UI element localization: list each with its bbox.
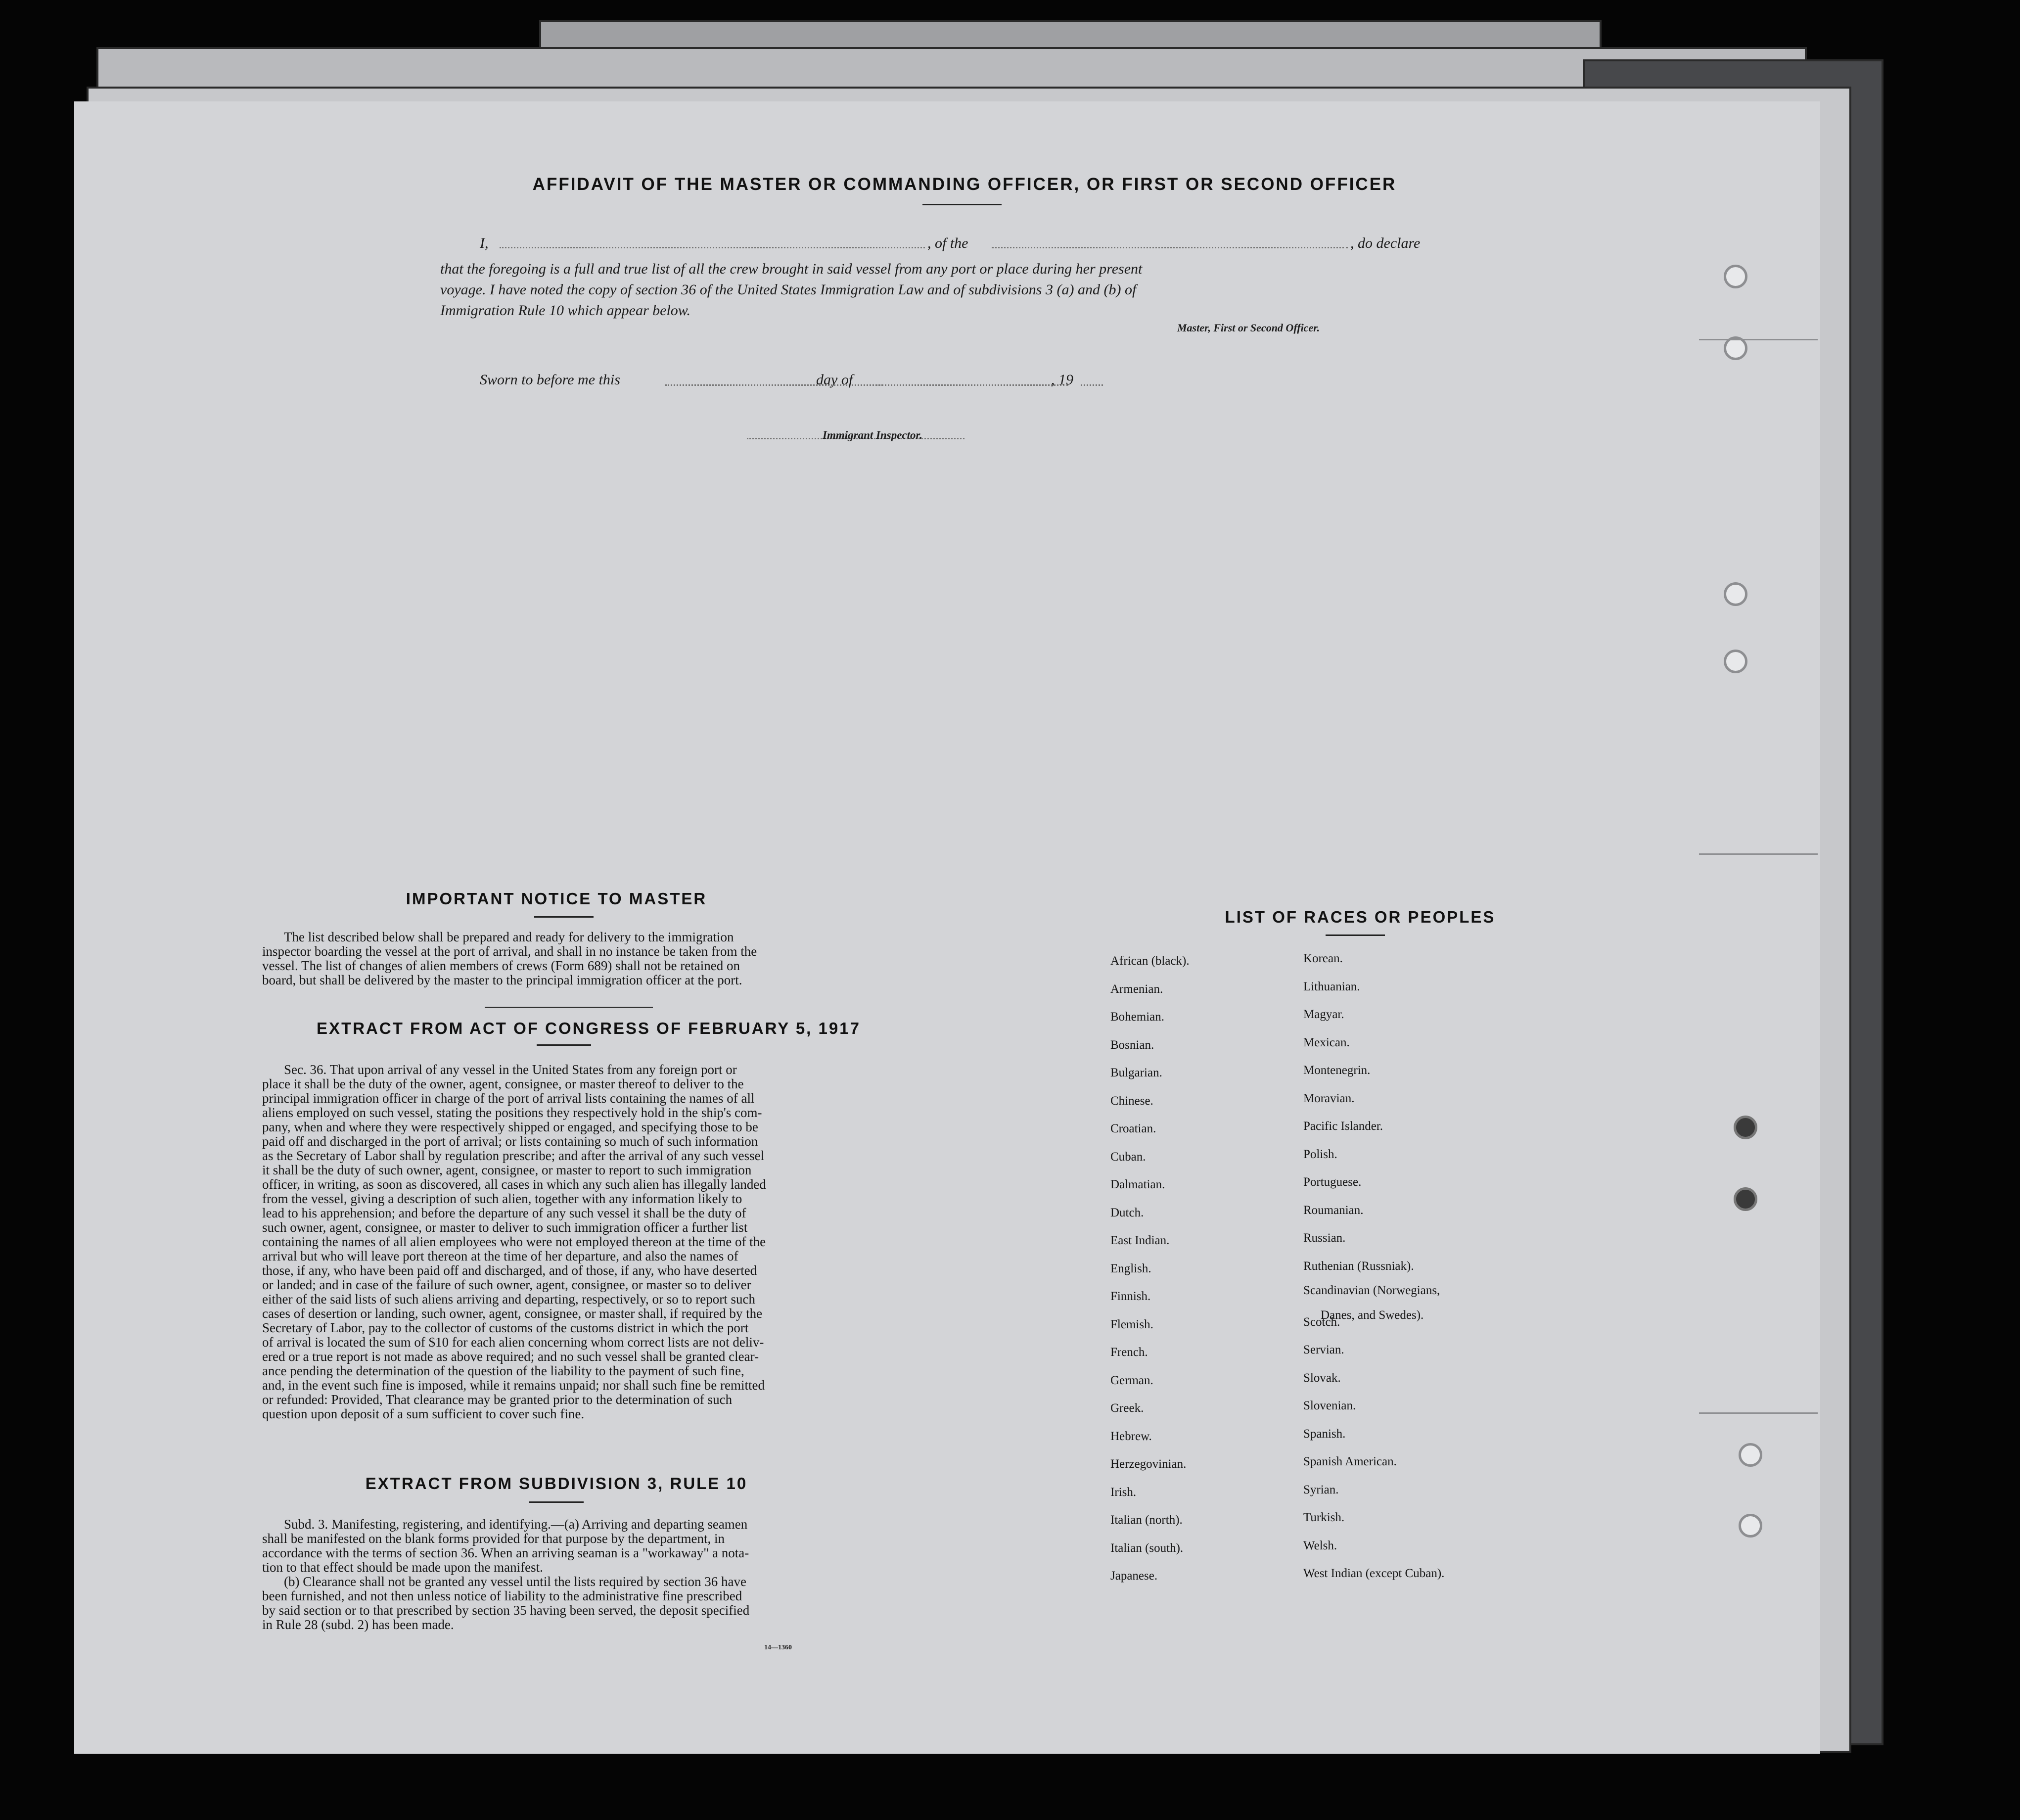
statement-line-1: that the foregoing is a full and true list of all the crew brought in said vessel from any port or place during her present — [440, 261, 1143, 277]
race-item: Lithuanian. — [1303, 980, 1360, 993]
race-item: Portuguese. — [1303, 1175, 1362, 1189]
act-line: arrival but who will leave port thereon at the time of her departure, and also the names of — [262, 1249, 738, 1263]
act-line: place it shall be the duty of the owner, agent, consignee, or master thereof to deliver to the — [262, 1076, 744, 1091]
sworn-label: Sworn to before me this — [480, 372, 620, 388]
notice-line: vessel. The list of changes of alien members of crews (Form 689) shall not be retained on — [262, 958, 740, 973]
race-item: Russian. — [1303, 1231, 1346, 1245]
binder-hole-icon — [1724, 650, 1747, 673]
sworn-year-field[interactable] — [1081, 384, 1103, 386]
act-line: either of the said lists of such aliens arriving and departing, respectively, or so to report such — [262, 1292, 755, 1307]
notice-separator — [485, 1007, 653, 1008]
act-extract-text — [262, 1063, 935, 1421]
act-line: aliens employed on such vessel, stating the positions they respectively hold in the ship's com- — [262, 1105, 762, 1120]
sworn-month-field[interactable] — [875, 384, 1068, 386]
act-line: such owner, agent, consignee, or master to deliver to such immigration officer a further list — [262, 1220, 748, 1235]
race-item: Roumanian. — [1303, 1203, 1364, 1217]
of-the-label: , of the — [927, 235, 968, 251]
rule-line: shall be manifested on the blank forms provided for that purpose by the department, in — [262, 1531, 725, 1546]
races-right-column — [1303, 945, 1580, 1588]
binder-hole-icon — [1739, 1443, 1762, 1467]
act-line: principal immigration officer in charge of the port of arrival lists containing the names of all — [262, 1091, 755, 1106]
act-line: it shall be the duty of such owner, agent, consignee, or master to report to such immigration — [262, 1163, 752, 1177]
race-item: Bosnian. — [1110, 1038, 1154, 1052]
act-line: containing the names of all alien employees who were not employed thereon at the time of the — [262, 1234, 766, 1249]
i-label: I, — [480, 235, 489, 251]
race-item: Spanish. — [1303, 1427, 1346, 1441]
rule-line: tion to that effect should be made upon the manifest. — [262, 1560, 543, 1575]
act-line: Sec. 36. That upon arrival of any vessel in the United States from any foreign port or — [284, 1062, 737, 1077]
vessel-name-field[interactable] — [992, 247, 1348, 248]
race-item: English. — [1110, 1261, 1151, 1275]
act-line: question upon deposit of a sum sufficient to cover such fine. — [262, 1406, 585, 1421]
officer-name-field[interactable] — [500, 247, 925, 248]
rule-line: by said section or to that prescribed by section 35 having been served, the deposit specified — [262, 1603, 750, 1618]
races-title-rule — [1326, 934, 1385, 936]
race-item: Chinese. — [1110, 1094, 1153, 1108]
notice-line: inspector boarding the vessel at the port of arrival, and shall in no instance be taken from the — [262, 944, 757, 959]
race-item: Turkish. — [1303, 1511, 1345, 1524]
race-item: Montenegrin. — [1303, 1064, 1371, 1077]
margin-rule — [1699, 1412, 1818, 1414]
binder-hole-icon — [1724, 582, 1747, 606]
margin-rule — [1699, 339, 1818, 340]
race-item: Korean. — [1303, 952, 1343, 965]
race-item: Herzegovinian. — [1110, 1457, 1187, 1471]
race-item: West Indian (except Cuban). — [1303, 1567, 1445, 1580]
act-extract-title: EXTRACT FROM ACT OF CONGRESS OF FEBRUARY 5, 1917 — [317, 1019, 861, 1037]
signature-caption: Master, First or Second Officer. — [1177, 322, 1320, 334]
year-label: , 19 — [1051, 372, 1073, 388]
race-item: Welsh. — [1303, 1539, 1337, 1552]
act-line: ered or a true report is not made as above required; and no such vessel shall be granted clear- — [262, 1349, 759, 1364]
race-item: Syrian. — [1303, 1483, 1339, 1496]
race-item: Polish. — [1303, 1147, 1337, 1161]
rule-line: in Rule 28 (subd. 2) has been made. — [262, 1617, 454, 1632]
race-item-continuation: Danes, and Swedes). — [1321, 1308, 1424, 1322]
race-item: Scandinavian (Norwegians, — [1303, 1284, 1440, 1297]
notice-text — [262, 930, 935, 987]
margin-rule — [1699, 853, 1818, 855]
notice-title-rule — [534, 916, 594, 918]
race-item: Dutch. — [1110, 1206, 1144, 1219]
binder-hole-icon — [1734, 1187, 1757, 1211]
race-item: Mexican. — [1303, 1035, 1350, 1049]
race-item: Italian (north). — [1110, 1513, 1183, 1527]
race-item: Ruthenian (Russniak). — [1303, 1259, 1414, 1273]
race-item: Servian. — [1303, 1343, 1344, 1356]
binder-hole-icon — [1724, 265, 1747, 288]
do-declare-label: , do declare — [1350, 235, 1421, 251]
race-item: Magyar. — [1303, 1008, 1344, 1021]
act-line: Secretary of Labor, pay to the collector of customs of the customs district in which the port — [262, 1320, 749, 1335]
inspector-caption: Immigrant Inspector. — [823, 429, 922, 441]
race-item: Scotch. — [1303, 1315, 1340, 1329]
rule-line: Subd. 3. Manifesting, registering, and identifying.—(a) Arriving and departing seamen — [284, 1517, 748, 1532]
affidavit-title: AFFIDAVIT OF THE MASTER OR COMMANDING OFFICER, OR FIRST OR SECOND OFFICER — [532, 175, 1397, 194]
race-item: Slovenian. — [1303, 1399, 1356, 1412]
race-item: African (black). — [1110, 954, 1190, 968]
form-number: 14—1360 — [764, 1644, 792, 1651]
race-item: Armenian. — [1110, 982, 1163, 996]
races-title: LIST OF RACES OR PEOPLES — [1225, 908, 1496, 926]
affidavit-title-rule — [922, 204, 1002, 205]
notice-line: board, but shall be delivered by the master to the principal immigration officer at the port. — [262, 973, 742, 987]
binder-hole-icon — [1739, 1514, 1762, 1538]
race-item: Italian (south). — [1110, 1541, 1184, 1555]
act-line: as the Secretary of Labor shall by regulation prescribe; and after the arrival of any such vessel — [262, 1148, 765, 1163]
binder-hole-icon — [1734, 1116, 1757, 1139]
rule-extract-text — [262, 1517, 935, 1632]
race-item: Flemish. — [1110, 1317, 1153, 1331]
statement-line-2: voyage. I have noted the copy of section 36 of the United States Immigration Law and of subdivisions 3 (a) and (b) of — [440, 281, 1137, 298]
race-item: Bohemian. — [1110, 1010, 1165, 1024]
rule-line: accordance with the terms of section 36. When an arriving seaman is a "workaway" a nota- — [262, 1545, 749, 1560]
rule-line: been furnished, and not then unless notice of liability to the administrative fine prescribed — [262, 1588, 742, 1603]
rule-line: (b) Clearance shall not be granted any vessel until the lists required by section 36 have — [284, 1574, 746, 1589]
race-item: Spanish American. — [1303, 1455, 1397, 1468]
race-item: Slovak. — [1303, 1371, 1341, 1385]
race-item: Greek. — [1110, 1401, 1144, 1415]
notice-title: IMPORTANT NOTICE TO MASTER — [406, 889, 707, 908]
race-item: Croatian. — [1110, 1122, 1156, 1135]
act-line: from the vessel, giving a description of such alien, together with any information likely to — [262, 1191, 742, 1206]
race-item: Cuban. — [1110, 1150, 1146, 1164]
notice-line: The list described below shall be prepared and ready for delivery to the immigration — [284, 930, 734, 944]
race-item: German. — [1110, 1373, 1153, 1387]
race-item: Moravian. — [1303, 1091, 1355, 1105]
race-item: Japanese. — [1110, 1569, 1158, 1583]
act-line: and, in the event such fine is imposed, while it remains unpaid; nor shall such fine be remitted — [262, 1378, 765, 1393]
race-item: East Indian. — [1110, 1234, 1170, 1247]
statement-line-3: Immigration Rule 10 which appear below. — [440, 302, 691, 319]
race-item: Finnish. — [1110, 1290, 1151, 1303]
act-line: lead to his apprehension; and before the departure of any such vessel it shall be the duty of — [262, 1206, 746, 1220]
race-item: Dalmatian. — [1110, 1178, 1165, 1191]
race-item: Irish. — [1110, 1485, 1137, 1499]
act-line: of arrival is located the sum of $10 for each alien concerning whom correct lists are not deliv- — [262, 1335, 764, 1350]
act-line: or refunded: Provided, That clearance may be granted prior to the determination of such — [262, 1392, 733, 1407]
rule-extract-title: EXTRACT FROM SUBDIVISION 3, RULE 10 — [365, 1474, 748, 1493]
act-line: or landed; and in case of the failure of such owner, agent, consignee, or master so to deliver — [262, 1277, 751, 1292]
race-item: Pacific Islander. — [1303, 1120, 1383, 1133]
act-line: pany, when and where they were respectively shipped or engaged, and specifying those to be — [262, 1120, 758, 1134]
rule-extract-title-rule — [529, 1501, 584, 1503]
race-item: Hebrew. — [1110, 1429, 1152, 1443]
document-page — [74, 101, 1820, 1754]
act-line: cases of desertion or landing, such owner, agent, consignee, or master shall, if required by the — [262, 1306, 763, 1321]
races-left-column — [1110, 947, 1288, 1590]
day-of-label: day of — [816, 372, 853, 388]
act-line: officer, in writing, as soon as discovered, all cases in which any such alien has illegally landed — [262, 1177, 766, 1192]
act-line: paid off and discharged in the port of arrival; or lists containing so much of such information — [262, 1134, 758, 1149]
act-extract-title-rule — [537, 1044, 591, 1046]
act-line: ance pending the determination of the question of the liability to the payment of such fine, — [262, 1363, 744, 1378]
race-item: Bulgarian. — [1110, 1066, 1162, 1079]
race-item: French. — [1110, 1346, 1148, 1359]
act-line: those, if any, who have been paid off and discharged, and of those, if any, who have deserted — [262, 1263, 757, 1278]
